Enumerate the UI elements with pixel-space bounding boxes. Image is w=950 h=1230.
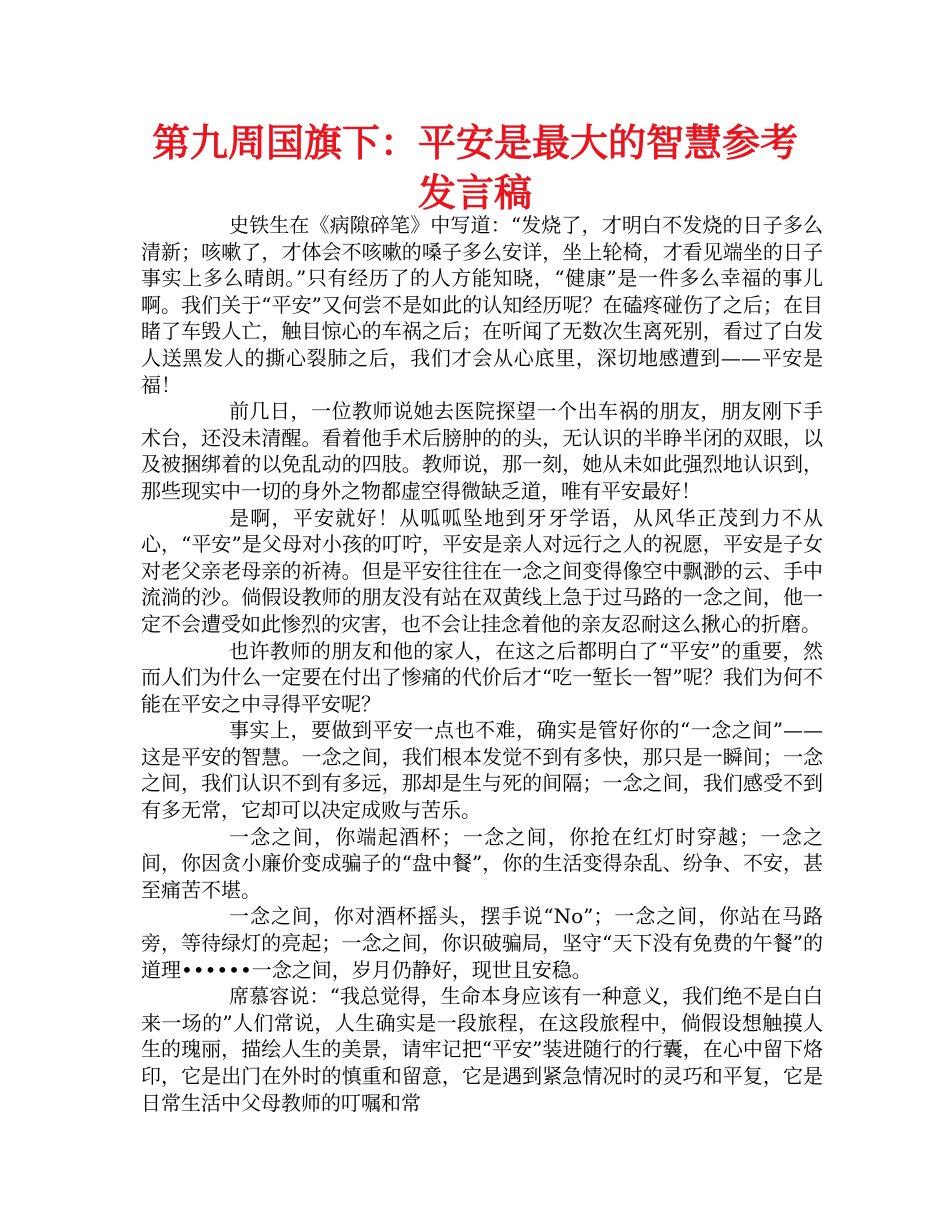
paragraph: 一念之间，你端起酒杯；一念之间，你抢在红灯时穿越；一念之间，你因贪小廉价变成骗子的“盘中餐”，你的生活变得杂乱、纷争、不安，甚至痛苦不堪。 — [141, 824, 823, 902]
paragraph: 事实上，要做到平安一点也不难，确实是管好你的“一念之间”——这是平安的智慧。一念之间，我们根本发觉不到有多快，那只是一瞬间；一念之间，我们认识不到有多远，那却是生与死的间隔；一念之间，我们感受不到有多无常，它却可以决定成败与苦乐。 — [141, 718, 823, 823]
document-body — [141, 212, 823, 1116]
paragraph: 席慕容说：“我总觉得，生命本身应该有一种意义，我们绝不是白白来一场的”人们常说，人生确实是一段旅程，在这段旅程中，倘假设想触摸人生的瑰丽，描绘人生的美景，请牢记把“平安”装进随行的行囊，在心中留下烙印，它是出门在外时的慎重和留意，它是遇到紧急情况时的灵巧和平复，它是日常生活中父母教师的叮嘱和常 — [141, 984, 823, 1115]
paragraph: 一念之间，你对酒杯摇头，摆手说“No”；一念之间，你站在马路旁，等待绿灯的亮起；一念之间，你识破骗局，坚守“天下没有免费的午餐”的道理••••••一念之间，岁月仍静好，现世且安稳。 — [141, 904, 823, 982]
document-title: 第九周国旗下：平安是最大的智慧参考发言稿 — [151, 121, 798, 215]
paragraph: 是啊，平安就好！从呱呱坠地到牙牙学语，从风华正茂到力不从心，“平安”是父母对小孩的叮咛，平安是亲人对远行之人的祝愿，平安是子女对老父亲老母亲的祈祷。但是平安往往在一念之间变得像空中飘渺的云、手中流淌的沙。倘假设教师的朋友没有站在双黄线上急于过马路的一念之间，他一定不会遭受如此惨烈的灾害，也不会让挂念着他的亲友忍耐这么揪心的折磨。 — [141, 505, 823, 636]
paragraph: 前几日，一位教师说她去医院探望一个出车祸的朋友，朋友刚下手术台，还没未清醒。看着他手术后膀肿的的头，无认识的半睁半闭的双眼，以及被捆绑着的以免乱动的四肢。教师说，那一刻，她从未如此强烈地认识到，那些现实中一切的身外之物都虚空得微缺乏道，唯有平安最好！ — [141, 399, 823, 503]
paragraph: 史铁生在《病隙碎笔》中写道：“发烧了，才明白不发烧的日子多么清新；咳嗽了，才体会不咳嗽的嗓子多么安详，坐上轮椅，才看见端坐的日子事实上多么晴朗。”只有经历了的人方能知晓，“健康”是一件多么幸福的事儿啊。我们关于“平安”又何尝不是如此的认知经历呢？在磕疼碰伤了之后；在目睹了车毁人亡，触目惊心的车祸之后；在听闻了无数次生离死别，看过了白发人送黑发人的撕心裂肺之后，我们才会从心底里，深切地感遭到——平安是福！ — [141, 213, 823, 397]
paragraph: 也许教师的朋友和他的家人，在这之后都明白了“平安”的重要，然而人们为什么一定要在付出了惨痛的代价后才“吃一堑长一智”呢？我们为何不能在平安之中寻得平安呢？ — [141, 638, 823, 716]
